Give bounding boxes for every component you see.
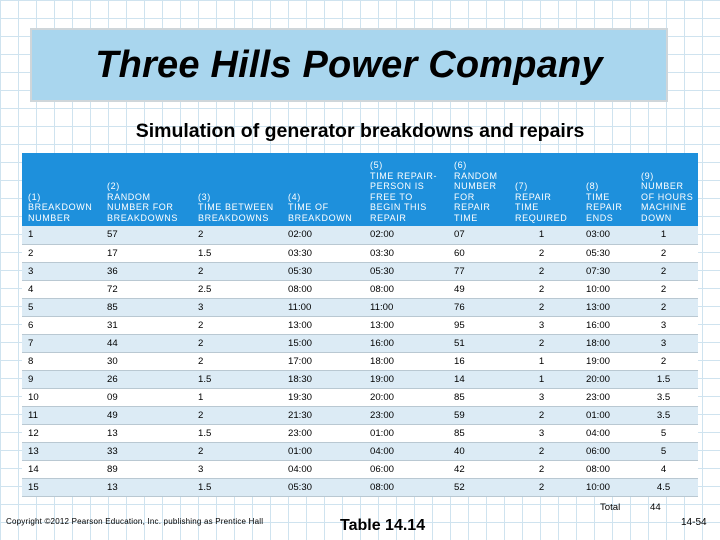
column-title: NUMBER OF HOURS MACHINE DOWN bbox=[641, 181, 694, 223]
column-header-3 bbox=[192, 153, 282, 226]
table-cell: 2 bbox=[509, 280, 580, 298]
table-cell: 3.5 bbox=[635, 388, 698, 406]
column-title: TIME REPAIR ENDS bbox=[586, 191, 623, 223]
table-cell: 36 bbox=[101, 262, 192, 280]
table-cell: 3 bbox=[509, 424, 580, 442]
table-cell: 1.5 bbox=[192, 478, 282, 496]
table-cell: 23:00 bbox=[282, 424, 364, 442]
table-cell: 12 bbox=[22, 424, 101, 442]
table-cell: 76 bbox=[448, 298, 509, 316]
table-cell: 10:00 bbox=[580, 478, 635, 496]
table-cell: 2 bbox=[509, 298, 580, 316]
table-cell: 1 bbox=[635, 226, 698, 244]
table-cell: 20:00 bbox=[364, 388, 448, 406]
column-number: (4) bbox=[288, 191, 301, 202]
table-cell: 8 bbox=[22, 352, 101, 370]
table-cell: 26 bbox=[101, 370, 192, 388]
table-cell: 08:00 bbox=[282, 280, 364, 298]
table-row bbox=[22, 442, 698, 460]
copyright-notice: Copyright ©2012 Pearson Education, Inc. publishing as Prentice Hall bbox=[6, 517, 264, 526]
table-cell: 5 bbox=[22, 298, 101, 316]
table-cell: 85 bbox=[101, 298, 192, 316]
column-number: (6) bbox=[454, 160, 467, 170]
table-cell: 01:00 bbox=[580, 406, 635, 424]
table-cell: 15:00 bbox=[282, 334, 364, 352]
table-cell: 3 bbox=[192, 460, 282, 478]
column-title: RANDOM NUMBER FOR BREAKDOWNS bbox=[107, 191, 179, 223]
table-cell: 85 bbox=[448, 388, 509, 406]
column-number: (1) bbox=[28, 191, 41, 202]
column-number: (9) bbox=[641, 170, 654, 181]
table-cell: 18:00 bbox=[580, 334, 635, 352]
table-cell: 42 bbox=[448, 460, 509, 478]
table-cell: 03:30 bbox=[282, 244, 364, 262]
table-cell: 01:00 bbox=[364, 424, 448, 442]
table-cell: 60 bbox=[448, 244, 509, 262]
title-box bbox=[30, 28, 668, 102]
table-cell: 77 bbox=[448, 262, 509, 280]
table-cell: 3 bbox=[635, 316, 698, 334]
table-cell: 2 bbox=[22, 244, 101, 262]
column-header-8 bbox=[580, 153, 635, 226]
table-cell: 04:00 bbox=[580, 424, 635, 442]
table-cell: 06:00 bbox=[580, 442, 635, 460]
table-cell: 2.5 bbox=[192, 280, 282, 298]
table-cell: 40 bbox=[448, 442, 509, 460]
table-cell: 1 bbox=[509, 226, 580, 244]
table-cell: 17:00 bbox=[282, 352, 364, 370]
table-cell: 09 bbox=[101, 388, 192, 406]
column-number: (7) bbox=[515, 181, 528, 191]
table-cell: 13:00 bbox=[282, 316, 364, 334]
table-cell: 3.5 bbox=[635, 406, 698, 424]
table-cell: 08:00 bbox=[364, 478, 448, 496]
table-cell: 5 bbox=[635, 424, 698, 442]
table-cell: 1.5 bbox=[635, 370, 698, 388]
table-cell: 23:00 bbox=[364, 406, 448, 424]
table-cell: 2 bbox=[509, 262, 580, 280]
table-cell: 13 bbox=[22, 442, 101, 460]
table-cell: 14 bbox=[448, 370, 509, 388]
slide-title: Three Hills Power Company bbox=[95, 43, 603, 86]
table-cell: 49 bbox=[448, 280, 509, 298]
column-number: (2) bbox=[107, 181, 120, 191]
table-cell: 3 bbox=[635, 334, 698, 352]
table-cell: 7 bbox=[22, 334, 101, 352]
table-row bbox=[22, 244, 698, 262]
table-cell: 2 bbox=[192, 442, 282, 460]
table-cell: 11:00 bbox=[282, 298, 364, 316]
table-row bbox=[22, 334, 698, 352]
table-cell: 05:30 bbox=[282, 478, 364, 496]
column-header-5 bbox=[364, 153, 448, 226]
table-cell: 59 bbox=[448, 406, 509, 424]
table-cell: 03:00 bbox=[580, 226, 635, 244]
table-cell: 1 bbox=[509, 352, 580, 370]
table-cell: 2 bbox=[635, 280, 698, 298]
table-cell: 1 bbox=[192, 388, 282, 406]
table-cell: 2 bbox=[192, 316, 282, 334]
table-cell: 13 bbox=[101, 478, 192, 496]
table-row bbox=[22, 298, 698, 316]
column-number: (3) bbox=[198, 191, 211, 202]
column-number: (8) bbox=[586, 181, 599, 191]
total-label: Total bbox=[600, 502, 621, 513]
table-cell: 3 bbox=[509, 316, 580, 334]
table-cell: 2 bbox=[192, 226, 282, 244]
column-title: TIME OF BREAKDOWN bbox=[288, 202, 353, 223]
table-cell: 44 bbox=[101, 334, 192, 352]
table-cell: 02:00 bbox=[364, 226, 448, 244]
table-cell: 23:00 bbox=[580, 388, 635, 406]
table-cell: 72 bbox=[101, 280, 192, 298]
table-cell: 13 bbox=[101, 424, 192, 442]
table-cell: 2 bbox=[192, 262, 282, 280]
table-cell: 4 bbox=[22, 280, 101, 298]
table-cell: 03:30 bbox=[364, 244, 448, 262]
table-cell: 11 bbox=[22, 406, 101, 424]
table-row bbox=[22, 406, 698, 424]
table-cell: 2 bbox=[635, 262, 698, 280]
table-cell: 1 bbox=[509, 370, 580, 388]
table-cell: 19:30 bbox=[282, 388, 364, 406]
table-cell: 51 bbox=[448, 334, 509, 352]
table-cell: 14 bbox=[22, 460, 101, 478]
table-cell: 2 bbox=[509, 406, 580, 424]
table-cell: 2 bbox=[509, 460, 580, 478]
table-cell: 05:30 bbox=[282, 262, 364, 280]
table-cell: 3 bbox=[22, 262, 101, 280]
table-row bbox=[22, 226, 698, 244]
table-cell: 04:00 bbox=[364, 442, 448, 460]
table-cell: 11:00 bbox=[364, 298, 448, 316]
column-header-7 bbox=[509, 153, 580, 226]
table-cell: 9 bbox=[22, 370, 101, 388]
table-header-row bbox=[22, 153, 698, 226]
table-cell: 21:30 bbox=[282, 406, 364, 424]
column-number: (5) bbox=[370, 160, 383, 170]
table-cell: 13:00 bbox=[364, 316, 448, 334]
table-cell: 07 bbox=[448, 226, 509, 244]
table-cell: 18:00 bbox=[364, 352, 448, 370]
table-cell: 31 bbox=[101, 316, 192, 334]
column-title: TIME REPAIR-PERSON IS FREE TO BEGIN THIS REPAIR bbox=[370, 170, 438, 223]
table-cell: 17 bbox=[101, 244, 192, 262]
table-cell: 2 bbox=[509, 334, 580, 352]
table-cell: 1.5 bbox=[192, 370, 282, 388]
slide-subtitle: Simulation of generator breakdowns and repairs bbox=[135, 120, 585, 142]
table-cell: 13:00 bbox=[580, 298, 635, 316]
table-cell: 18:30 bbox=[282, 370, 364, 388]
table-cell: 19:00 bbox=[364, 370, 448, 388]
table-row bbox=[22, 262, 698, 280]
table-row bbox=[22, 280, 698, 298]
table-cell: 04:00 bbox=[282, 460, 364, 478]
table-cell: 01:00 bbox=[282, 442, 364, 460]
table-cell: 08:00 bbox=[364, 280, 448, 298]
table-cell: 16 bbox=[448, 352, 509, 370]
table-cell: 52 bbox=[448, 478, 509, 496]
table-cell: 19:00 bbox=[580, 352, 635, 370]
column-title: TIME BETWEEN BREAKDOWNS bbox=[198, 202, 274, 223]
table-cell: 02:00 bbox=[282, 226, 364, 244]
column-title: REPAIR TIME REQUIRED bbox=[515, 191, 568, 223]
table-cell: 06:00 bbox=[364, 460, 448, 478]
table-row bbox=[22, 460, 698, 478]
table-cell: 2 bbox=[192, 352, 282, 370]
column-title: RANDOM NUMBER FOR REPAIR TIME bbox=[454, 170, 498, 223]
table-cell: 85 bbox=[448, 424, 509, 442]
table-cell: 4.5 bbox=[635, 478, 698, 496]
table-cell: 2 bbox=[192, 406, 282, 424]
table-row bbox=[22, 316, 698, 334]
table-cell: 2 bbox=[509, 478, 580, 496]
column-header-4 bbox=[282, 153, 364, 226]
table-body bbox=[22, 226, 698, 496]
table-cell: 33 bbox=[101, 442, 192, 460]
table-cell: 15 bbox=[22, 478, 101, 496]
table-cell: 16:00 bbox=[580, 316, 635, 334]
column-title: BREAKDOWN NUMBER bbox=[28, 202, 93, 223]
table-cell: 05:30 bbox=[364, 262, 448, 280]
table-cell: 2 bbox=[635, 298, 698, 316]
table-cell: 30 bbox=[101, 352, 192, 370]
table-cell: 2 bbox=[635, 244, 698, 262]
table-row bbox=[22, 370, 698, 388]
table-cell: 95 bbox=[448, 316, 509, 334]
table-cell: 57 bbox=[101, 226, 192, 244]
table-cell: 2 bbox=[509, 442, 580, 460]
table-cell: 5 bbox=[635, 442, 698, 460]
table-cell: 3 bbox=[192, 298, 282, 316]
column-header-6 bbox=[448, 153, 509, 226]
table-cell: 2 bbox=[635, 352, 698, 370]
table-cell: 49 bbox=[101, 406, 192, 424]
table-row bbox=[22, 388, 698, 406]
table-row bbox=[22, 478, 698, 496]
table-cell: 05:30 bbox=[580, 244, 635, 262]
table-cell: 10:00 bbox=[580, 280, 635, 298]
table-cell: 20:00 bbox=[580, 370, 635, 388]
total-value: 44 bbox=[650, 502, 661, 513]
table-cell: 07:30 bbox=[580, 262, 635, 280]
table-cell: 1 bbox=[22, 226, 101, 244]
table-cell: 89 bbox=[101, 460, 192, 478]
table-row bbox=[22, 352, 698, 370]
table-cell: 6 bbox=[22, 316, 101, 334]
table-row bbox=[22, 424, 698, 442]
table-cell: 1.5 bbox=[192, 424, 282, 442]
column-header-9 bbox=[635, 153, 698, 226]
table-cell: 1.5 bbox=[192, 244, 282, 262]
table-cell: 08:00 bbox=[580, 460, 635, 478]
page-number: 14-54 bbox=[681, 517, 707, 528]
column-header-2 bbox=[101, 153, 192, 226]
table-cell: 16:00 bbox=[364, 334, 448, 352]
table-cell: 2 bbox=[192, 334, 282, 352]
simulation-table bbox=[22, 153, 698, 497]
table-cell: 2 bbox=[509, 244, 580, 262]
table-cell: 3 bbox=[509, 388, 580, 406]
table-cell: 4 bbox=[635, 460, 698, 478]
table-cell: 10 bbox=[22, 388, 101, 406]
column-header-1 bbox=[22, 153, 101, 226]
table-caption: Table 14.14 bbox=[340, 517, 426, 534]
